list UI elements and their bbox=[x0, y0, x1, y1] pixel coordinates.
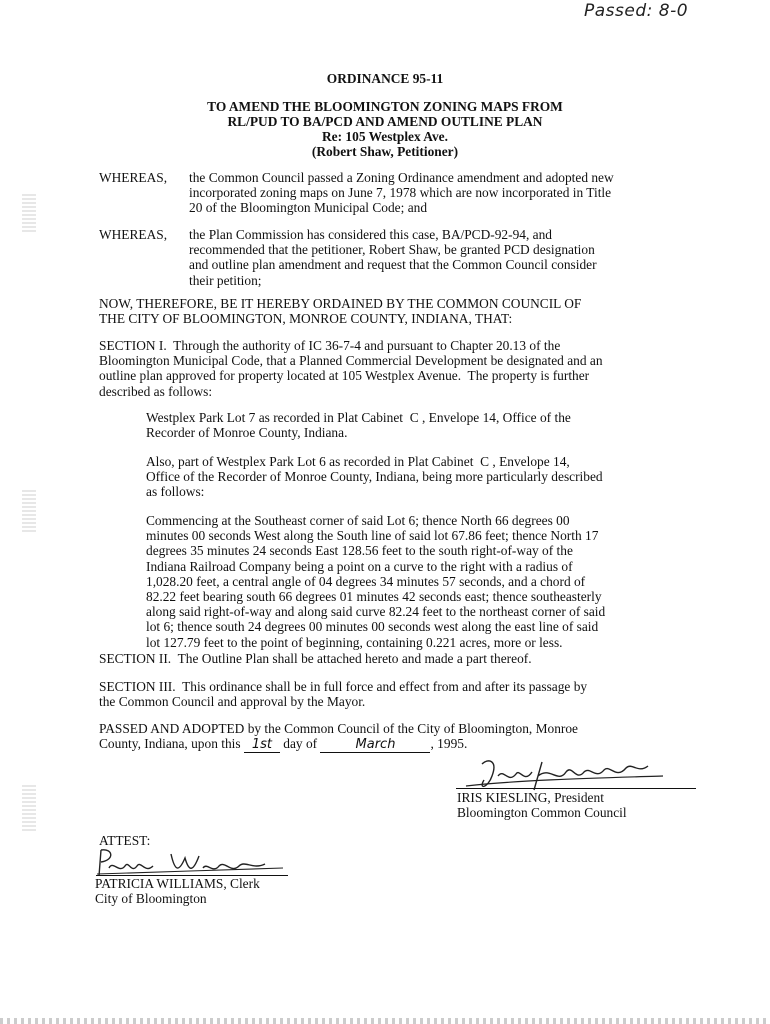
president-organization: Bloomington Common Council bbox=[457, 805, 627, 820]
scan-hole-mark bbox=[22, 785, 36, 831]
legal-description-metes-bounds: Commencing at the Southeast corner of said Lot 6; thence North 66 degrees 00 minutes 00 seconds West along the South line of said lot 67.86 feet; thence North 17 degrees 35 minutes 24 seconds East 128.56 feet to the south right-of-way of the Indiana Railroad Company being a point on a curve to the right with a radius of 1,028.20 feet, a central angle of 04 degrees 34 minutes 57 seconds, and a chord of 82.22 feet bearing south 66 degrees 01 minutes 42 seconds east; thence southeasterly along said right-of-way and along said curve 82.24 feet to the northeast corner of said lot 6; thence south 24 degrees 00 minutes 00 seconds west along the east line of said lot 127.79 feet to the point of beginning, containing 0.221 acres, more or less. bbox=[146, 513, 606, 650]
scan-edge-noise bbox=[0, 1018, 770, 1024]
passed-adopted-line-2 bbox=[99, 736, 467, 753]
subtitle-line-2: RL/PUD TO BA/PCD AND AMEND OUTLINE PLAN bbox=[227, 114, 543, 129]
passed-text-prefix: County, Indiana, upon this bbox=[99, 736, 244, 751]
president-name: IRIS KIESLING, President bbox=[457, 790, 604, 805]
whereas-label-1: WHEREAS, bbox=[99, 170, 168, 185]
clerk-organization: City of Bloomington bbox=[95, 891, 207, 906]
president-signature-line bbox=[456, 788, 696, 789]
passed-vote-note: Passed: 8-0 bbox=[584, 1, 689, 21]
section-1: SECTION I. Through the authority of IC 36-7-4 and pursuant to Chapter 20.13 of the Bloomington Municipal Code, that a Planned Commercial Development be designated and an outline plan approved for property located at 105 Westplex Avenue. The property is further described as follows: bbox=[99, 338, 603, 399]
whereas-label-2: WHEREAS, bbox=[99, 227, 168, 242]
attest-label: ATTEST: bbox=[99, 833, 151, 848]
passed-day-blank: 1st bbox=[244, 737, 280, 753]
ordinance-title: ORDINANCE 95-11 bbox=[326, 71, 444, 86]
passed-text-mid: day of bbox=[279, 736, 321, 751]
scan-hole-mark bbox=[22, 488, 36, 532]
whereas-clause-2: the Plan Commission has considered this case, BA/PCD-92-94, and recommended that the petitioner, Robert Shaw, be granted PCD designation and outline plan amendment and request that the Common Council consider their petition; bbox=[189, 227, 597, 288]
section-2: SECTION II. The Outline Plan shall be attached hereto and made a part thereof. bbox=[99, 651, 532, 666]
subtitle-line-3: Re: 105 Westplex Ave. bbox=[322, 129, 448, 144]
subtitle-line-4: (Robert Shaw, Petitioner) bbox=[311, 144, 459, 159]
legal-description-lot-7: Westplex Park Lot 7 as recorded in Plat Cabinet C , Envelope 14, Office of the Recorder of Monroe County, Indiana. bbox=[146, 410, 571, 441]
now-therefore-clause: NOW, THEREFORE, BE IT HEREBY ORDAINED BY THE COMMON COUNCIL OF THE CITY OF BLOOMINGTON, MONROE COUNTY, INDIANA, THAT: bbox=[99, 296, 582, 327]
scan-hole-mark bbox=[22, 192, 36, 232]
passed-month-blank: March bbox=[320, 737, 430, 753]
subtitle-line-1: TO AMEND THE BLOOMINGTON ZONING MAPS FROM bbox=[207, 99, 563, 114]
whereas-clause-1: the Common Council passed a Zoning Ordinance amendment and adopted new incorporated zoning maps on June 7, 1978 which are now incorporated in Title 20 of the Bloomington Municipal Code; and bbox=[189, 170, 614, 216]
passed-adopted-line-1: PASSED AND ADOPTED by the Common Council of the City of Bloomington, Monroe bbox=[99, 721, 578, 736]
passed-text-suffix: , 1995. bbox=[430, 736, 468, 751]
section-3: SECTION III. This ordinance shall be in full force and effect from and after its passage by the Common Council and approval by the Mayor. bbox=[99, 679, 588, 710]
clerk-name: PATRICIA WILLIAMS, Clerk bbox=[95, 876, 260, 891]
legal-description-lot-6: Also, part of Westplex Park Lot 6 as recorded in Plat Cabinet C , Envelope 14, Office of the Recorder of Monroe County, Indiana, being more particularly described as follows: bbox=[146, 454, 603, 500]
